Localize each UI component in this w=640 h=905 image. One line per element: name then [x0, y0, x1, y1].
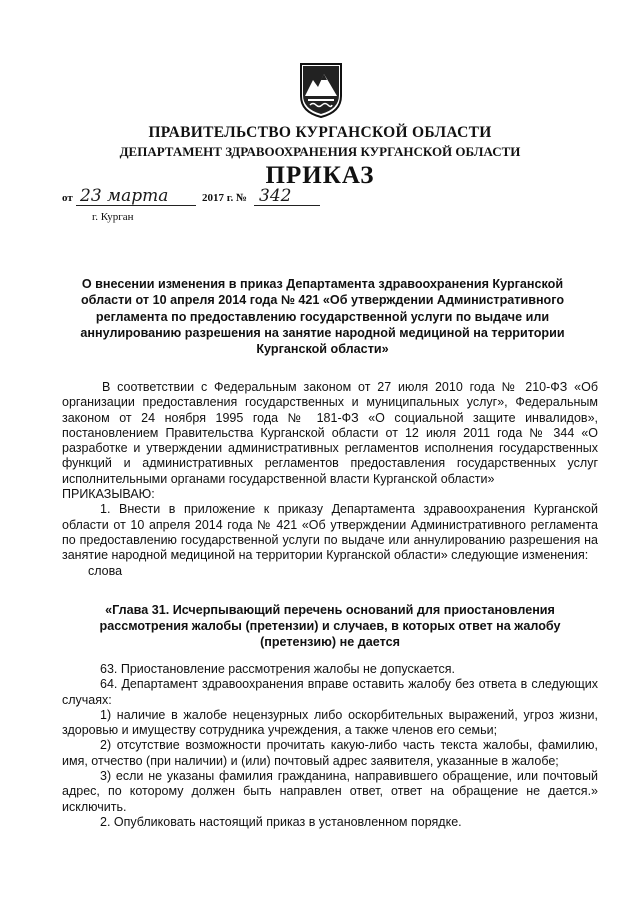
case-3: 3) если не указаны фамилия гражданина, направившего обращение, или почтовый адрес, по которому должен быть направлен ответ, ответ на обращение не дается.» исключить. — [62, 769, 598, 814]
date-from-label: от — [62, 192, 73, 204]
handwritten-date: 23 марта — [80, 186, 169, 206]
order-word: ПРИКАЗЫВАЮ: — [62, 487, 155, 502]
words-label: слова — [88, 563, 123, 578]
government-name: ПРАВИТЕЛЬСТВО КУРГАНСКОЙ ОБЛАСТИ — [148, 124, 492, 141]
case-1: 1) наличие в жалобе нецензурных либо оскорбительных выражений, угроз жизни, здоровью и имуществу сотрудника учреждения, а также членов его семьи; — [62, 707, 598, 738]
coat-of-arms-emblem — [298, 62, 344, 118]
item-1: 1. Внести в приложение к приказу Департамента здравоохранения Курганской области от 10 апреля 2014 года № 421 «Об утверждении Административного регламента по предоставлению государственной услуги по выдаче или аннулированию разрешения на занятие народной медициной на территории Курганской области» следующие изменения: — [62, 502, 598, 563]
preamble-paragraph — [62, 380, 598, 579]
date-number-line — [62, 186, 362, 212]
item-2: 2. Опубликовать настоящий приказ в установленном порядке. — [100, 814, 462, 829]
paragraph-63: 63. Приостановление рассмотрения жалобы не допускается. — [100, 662, 456, 676]
number-underline — [254, 205, 320, 206]
order-title: О внесении изменения в приказ Департамента здравоохранения Курганской области от 10 апреля 2014 года № 421 «Об утверждении Административного регламента по предоставлению государственной услуги по выдаче или аннулированию разрешения на занятие народной медициной на территории Курганской области» — [80, 277, 565, 357]
preamble-text: В соответствии с Федеральным законом от 27 июля 2010 года № 210-ФЗ «Об организации предоставления государственных и муниципальных услуг», Федеральным законом от 24 ноября 1995 года № 181-ФЗ «О социальной защите инвалидов», постановлением Правительства Курганской области от 12 июля 2011 года № 344 «О разработке и утверждении административных регламентов исполнения государственных функций и административных регламентов предоставления государственных услуг исполнительными органами государственной власти Курганской области» — [62, 380, 598, 486]
date-underline — [76, 205, 196, 206]
chapter-heading: «Глава 31. Исчерпывающий перечень оснований для приостановления рассмотрения жалобы (претензии) и случаев, в которых ответ на жалобу (претензию) не дается — [99, 603, 561, 649]
year-number-label: 2017 г. № — [202, 192, 248, 204]
document-type-heading: ПРИКАЗ — [265, 162, 375, 189]
chapter-body — [62, 662, 598, 830]
case-2: 2) отсутствие возможности прочитать какую-либо часть текста жалобы, фамилию, имя, отчество (при наличии) и (или) почтовый адрес заявителя, указанные в жалобе; — [62, 738, 598, 768]
department-name: ДЕПАРТАМЕНТ ЗДРАВООХРАНЕНИЯ КУРГАНСКОЙ ОБЛАСТИ — [119, 144, 521, 159]
paragraph-64: 64. Департамент здравоохранения вправе оставить жалобу без ответа в следующих случаях: — [62, 677, 598, 707]
handwritten-number: 342 — [259, 186, 292, 206]
city-name: г. Курган — [92, 211, 134, 223]
